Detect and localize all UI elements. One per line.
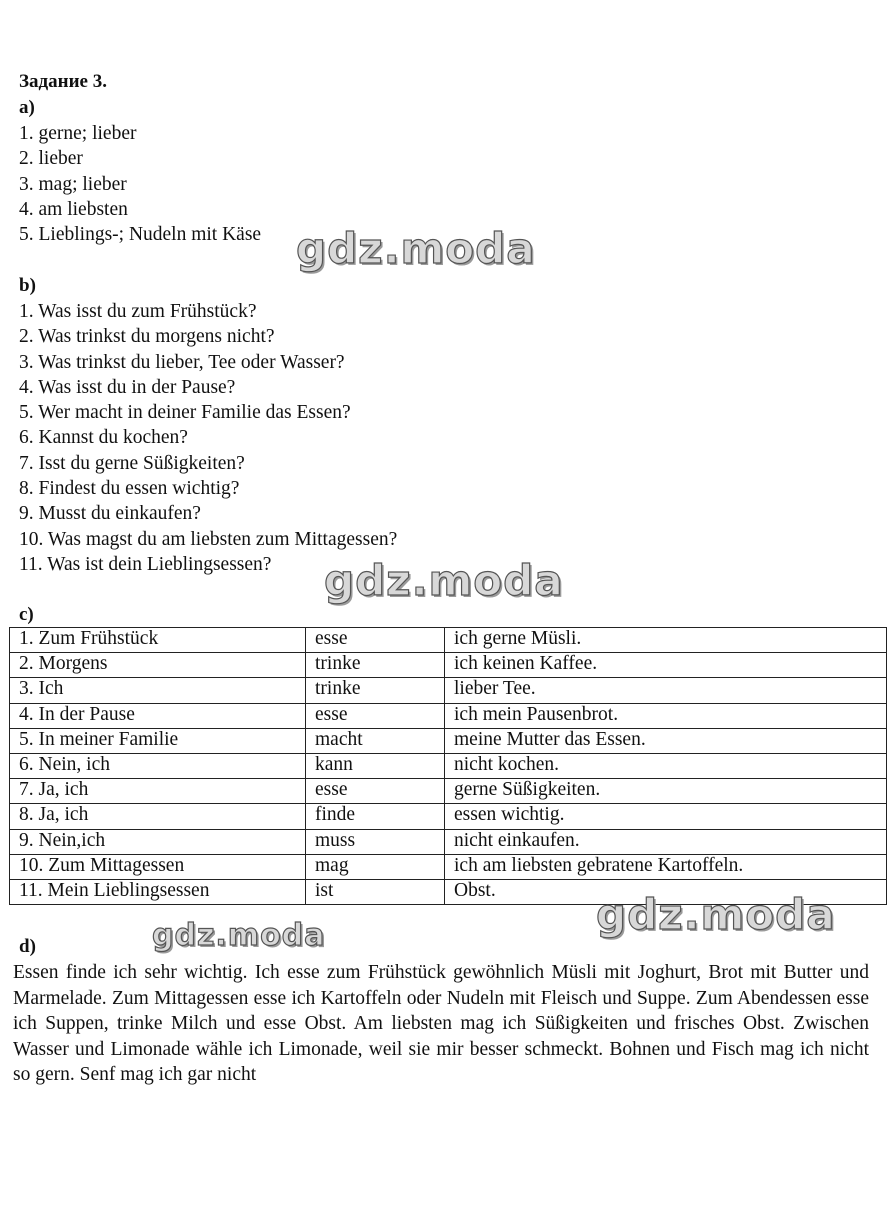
table-cell: essen wichtig.: [445, 804, 887, 829]
table-row: [10, 753, 887, 778]
table-cell: 5. In meiner Familie: [10, 728, 306, 753]
list-item: 3. Was trinkst du lieber, Tee oder Wasser?: [19, 351, 345, 373]
list-item: 2. lieber: [19, 148, 83, 170]
table-cell: ich keinen Kaffee.: [445, 653, 887, 678]
table-cell: 1. Zum Frühstück: [10, 628, 306, 653]
table-row: [10, 703, 887, 728]
table-cell: muss: [306, 829, 445, 854]
table-cell: esse: [306, 779, 445, 804]
table-row: [10, 779, 887, 804]
list-item: 7. Isst du gerne Süßigkeiten?: [19, 452, 245, 474]
table-cell: ich gerne Müsli.: [445, 628, 887, 653]
list-item: 3. mag; lieber: [19, 173, 127, 195]
table-cell: gerne Süßigkeiten.: [445, 779, 887, 804]
table-cell: meine Mutter das Essen.: [445, 728, 887, 753]
table-cell: ist: [306, 879, 445, 904]
table-cell: mag: [306, 854, 445, 879]
table-row: [10, 854, 887, 879]
section-c-label: c): [19, 604, 34, 625]
table-cell: 10. Zum Mittagessen: [10, 854, 306, 879]
list-item: 4. Was isst du in der Pause?: [19, 376, 236, 398]
section-d-paragraph: Essen finde ich sehr wichtig. Ich esse zum Frühstück gewöhnlich Müsli mit Joghurt, Brot mit Butter und Marmelade. Zum Mittagessen esse ich Kartoffeln oder Nudeln mit Fleisch und Suppe. Zum Abendessen esse ich Suppen, trinke Milch und esse Obst. Am liebsten mag ich Süßigkeiten und frisches Obst. Zwischen Wasser und Limonade wähle ich Limonade, weil sie mir besser schmeckt. Bohnen und Fisch mag ich nicht so gern. Senf mag ich gar nicht: [13, 962, 869, 1085]
table-cell: lieber Tee.: [445, 678, 887, 703]
watermark: gdz.moda: [596, 890, 836, 939]
list-item: 1. gerne; lieber: [19, 123, 137, 144]
table-cell: nicht kochen.: [445, 753, 887, 778]
section-d-label: d): [19, 936, 36, 957]
table-cell: macht: [306, 728, 445, 753]
section-a-label: a): [19, 97, 35, 118]
table-cell: 7. Ja, ich: [10, 779, 306, 804]
watermark: gdz.moda: [296, 224, 536, 273]
table-cell: 3. Ich: [10, 678, 306, 703]
table-cell: kann: [306, 753, 445, 778]
list-item: 9. Musst du einkaufen?: [19, 503, 201, 525]
table-cell: ich mein Pausenbrot.: [445, 703, 887, 728]
table-cell: trinke: [306, 653, 445, 678]
list-item: 5. Lieblings-; Nudeln mit Käse: [19, 224, 262, 246]
table-row: [10, 678, 887, 703]
table-row: [10, 728, 887, 753]
table-cell: 2. Morgens: [10, 653, 306, 678]
table-row: [10, 804, 887, 829]
table-cell: 4. In der Pause: [10, 703, 306, 728]
table-row: [10, 829, 887, 854]
table-row: [10, 628, 887, 653]
list-item: 11. Was ist dein Lieblingsessen?: [19, 553, 272, 575]
table-cell: 6. Nein, ich: [10, 753, 306, 778]
list-item: 10. Was magst du am liebsten zum Mittagessen?: [19, 528, 398, 550]
table-cell: nicht einkaufen.: [445, 829, 887, 854]
table-cell: esse: [306, 703, 445, 728]
table-cell: 8. Ja, ich: [10, 804, 306, 829]
list-item: 4. am liebsten: [19, 198, 128, 220]
list-item: 6. Kannst du kochen?: [19, 427, 188, 449]
table-cell: finde: [306, 804, 445, 829]
table-cell: esse: [306, 628, 445, 653]
task-title: Задание 3.: [19, 71, 107, 92]
table-cell: 11. Mein Lieblingsessen: [10, 879, 306, 904]
section-b-label: b): [19, 275, 36, 296]
list-item: 8. Findest du essen wichtig?: [19, 478, 240, 500]
table-cell: trinke: [306, 678, 445, 703]
table-cell: ich am liebsten gebratene Kartoffeln.: [445, 854, 887, 879]
section-a-list: [19, 121, 261, 247]
table-cell: 9. Nein,ich: [10, 829, 306, 854]
watermark: gdz.moda: [152, 918, 326, 953]
watermark: gdz.moda: [324, 556, 564, 605]
section-b-list: [19, 299, 397, 577]
section-c-table: [9, 627, 887, 905]
list-item: 2. Was trinkst du morgens nicht?: [19, 326, 275, 348]
table-row: [10, 653, 887, 678]
table-cell: Obst.: [445, 879, 887, 904]
list-item: 5. Wer macht in deiner Familie das Essen?: [19, 402, 351, 424]
list-item: 1. Was isst du zum Frühstück?: [19, 301, 257, 322]
